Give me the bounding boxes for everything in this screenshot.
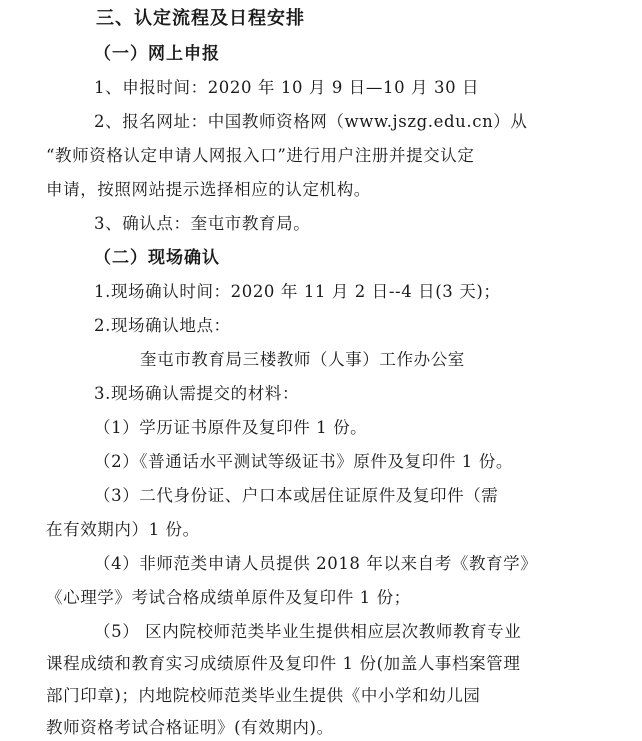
part1-item2-line2: “教师资格认定申请人网报入口”进行用户注册并提交认定	[46, 146, 475, 165]
material-3-line2: 在有效期内）1 份。	[46, 520, 200, 539]
material-3-line1: （3）二代身份证、户口本或居住证原件及复印件（需	[94, 486, 499, 505]
material-1: （1）学历证书原件及复印件 1 份。	[94, 418, 368, 437]
part1-item2-line3: 申请，按照网站提示选择相应的认定机构。	[46, 180, 371, 199]
part1-item2-line1: 2、报名网址：中国教师资格网（www.jszg.edu.cn）从	[94, 112, 528, 131]
material-4-line2: 《心理学》考试合格成绩单原件及复印件 1 份；	[46, 588, 411, 607]
material-5-line2: 课程成绩和教育实习成绩原件及复印件 1 份(加盖人事档案管理	[46, 654, 521, 673]
material-4-line1: （4）非师范类申请人员提供 2018 年以来自考《教育学》	[94, 554, 538, 573]
part1-title: （一）网上申报	[94, 44, 220, 64]
part1-item1: 1、申报时间：2020 年 10 月 9 日—10 月 30 日	[94, 78, 480, 97]
part2-item2: 2.现场确认地点：	[94, 316, 231, 335]
material-5-line4: 教师资格考试合格证明》(有效期内)。	[46, 718, 334, 737]
section-title: 三、认定流程及日程安排	[96, 8, 305, 29]
part2-item3: 3.现场确认需提交的材料：	[94, 384, 300, 403]
part2-item1: 1.现场确认时间：2020 年 11 月 2 日--4 日(3 天)；	[94, 282, 501, 301]
part2-location: 奎屯市教育局三楼教师（人事）工作办公室	[140, 350, 465, 369]
part2-title: （二）现场确认	[94, 248, 220, 268]
part1-item3: 3、确认点：奎屯市教育局。	[94, 214, 311, 233]
material-5-line3: 部门印章)；内地院校师范类毕业生提供《中小学和幼儿园	[46, 686, 481, 705]
material-2: （2）《普通话水平测试等级证书》原件及复印件 1 份。	[94, 452, 513, 471]
material-5-line1: （5） 区内院校师范类毕业生提供相应层次教师教育专业	[94, 622, 522, 641]
